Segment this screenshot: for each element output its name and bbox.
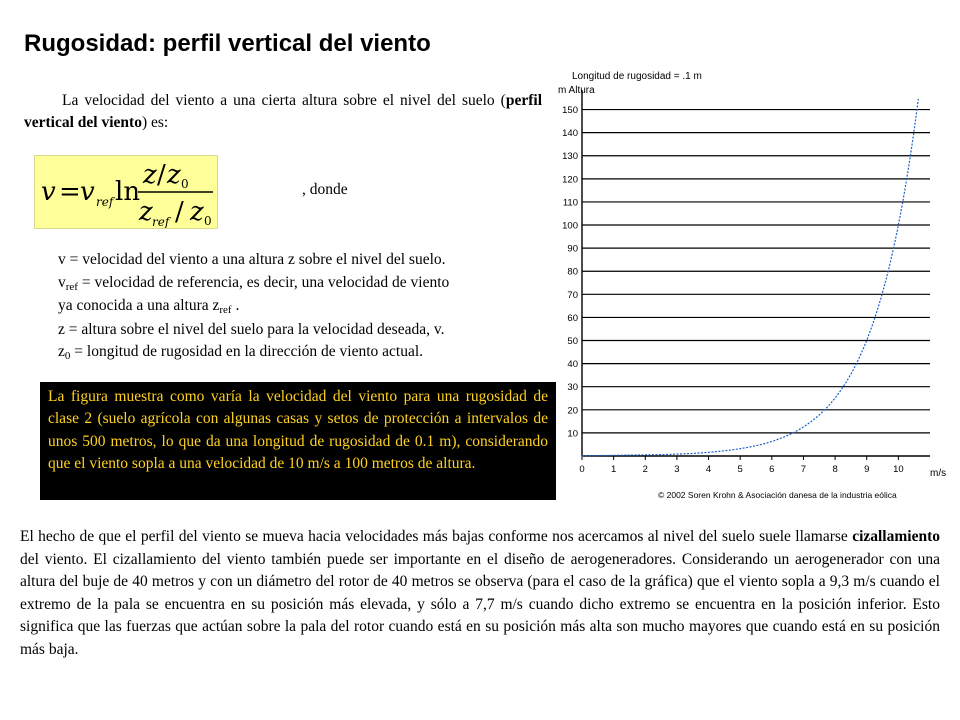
y-tick-label: 130 bbox=[562, 151, 578, 163]
def-z0 bbox=[58, 341, 538, 365]
formula-vref: v bbox=[80, 177, 95, 207]
def-v: v = velocidad del viento a una altura z sobre el nivel del suelo. bbox=[58, 251, 446, 268]
x-tick-label: 7 bbox=[800, 464, 807, 475]
def-vref-text: = velocidad de referencia, es decir, una velocidad de viento bbox=[77, 273, 450, 291]
x-tick-label: 1 bbox=[610, 464, 617, 475]
chart-grid bbox=[582, 110, 930, 433]
wind-profile-chart bbox=[552, 64, 950, 508]
def-z0-sub: 0 bbox=[64, 350, 71, 362]
intro-paragraph bbox=[24, 90, 542, 134]
y-tick-label: 20 bbox=[567, 405, 578, 417]
intro-text: La velocidad del viento a una cierta altura sobre el nivel del suelo ( bbox=[62, 92, 506, 109]
x-tick-label: 0 bbox=[579, 464, 585, 475]
formula-den-ref: ref bbox=[152, 215, 170, 228]
y-tick-label: 90 bbox=[567, 243, 578, 255]
callout-text: La figura muestra como varía la velocidad del viento para una rugosidad de clase 2 (suelo agrícola con algunas casas y setos de protección a intervalos de unos 500 metros, lo que da una longitud de rugosidad de 0.1 m), considerando que el viento sopla a una velocidad de 10 m/s a 100 metros de altura. bbox=[48, 388, 548, 473]
def-z0-sym: z bbox=[58, 343, 65, 360]
y-tick-label: 150 bbox=[562, 105, 578, 117]
y-tick-label: 40 bbox=[567, 359, 578, 371]
x-tick-label: 6 bbox=[769, 464, 775, 475]
formula-den-slash: / bbox=[175, 197, 184, 227]
def-vref-cont-end: . bbox=[231, 297, 240, 314]
formula bbox=[35, 156, 217, 228]
callout-box bbox=[40, 382, 556, 500]
chart-credit: © 2002 Soren Krohn & Asociación danesa de la industria eólica bbox=[658, 490, 897, 500]
formula-den-zero: 0 bbox=[204, 214, 212, 228]
x-tick-label: 10 bbox=[893, 464, 904, 475]
wind-profile-line bbox=[582, 99, 918, 456]
y-tick-label: 110 bbox=[562, 197, 578, 209]
def-vref-sub: ref bbox=[65, 280, 78, 293]
y-tick-label: 50 bbox=[567, 336, 578, 348]
x-tick-label: 3 bbox=[674, 464, 680, 475]
bottom-bold: cizallamiento bbox=[852, 528, 940, 545]
x-tick-label: 2 bbox=[642, 464, 648, 475]
page-title: Rugosidad: perfil vertical del viento bbox=[24, 30, 431, 57]
formula-num-z0: z bbox=[167, 160, 181, 190]
def-z: z = altura sobre el nivel del suelo para la velocidad deseada, v. bbox=[58, 320, 445, 338]
intro-bold: perfil vertical del viento bbox=[24, 92, 542, 131]
formula-vref-sub: ref bbox=[96, 195, 114, 209]
def-vref-cont bbox=[58, 295, 538, 319]
def-vref-sym: v bbox=[58, 273, 66, 291]
formula-den-z: z bbox=[139, 197, 153, 227]
y-tick-label: 30 bbox=[567, 382, 578, 394]
chart-axes bbox=[562, 90, 930, 475]
y-tick-label: 10 bbox=[567, 428, 578, 440]
def-z0-text: = longitud de rugosidad en la dirección de viento actual. bbox=[70, 343, 424, 360]
chart-title: Longitud de rugosidad = .1 m bbox=[572, 71, 702, 82]
y-tick-label: 70 bbox=[567, 289, 578, 301]
formula-num-z: z bbox=[143, 160, 157, 190]
chart-ylabel: m Altura bbox=[558, 85, 595, 96]
def-vref-cont-text: ya conocida a una altura z bbox=[58, 297, 220, 314]
x-tick-label: 8 bbox=[832, 464, 838, 475]
chart-xlabel: m/s bbox=[930, 468, 947, 479]
formula-v: v bbox=[41, 177, 56, 207]
formula-den-z0: z bbox=[190, 197, 204, 227]
y-tick-label: 80 bbox=[567, 266, 578, 278]
y-tick-label: 60 bbox=[567, 312, 578, 324]
y-tick-label: 120 bbox=[562, 174, 578, 186]
bottom-paragraph bbox=[20, 526, 940, 661]
bottom-text: El hecho de que el perfil del viento se mueva hacia velocidades más bajas conforme nos acercamos al nivel del suelo suele llamarse bbox=[20, 528, 853, 545]
formula-ln: ln bbox=[115, 177, 141, 207]
def-vref bbox=[58, 272, 538, 296]
definitions bbox=[58, 249, 538, 365]
def-vref-cont-sub: ref bbox=[219, 304, 232, 316]
y-tick-label: 140 bbox=[562, 128, 578, 140]
formula-num-slash: / bbox=[157, 160, 166, 190]
intro-text-end: ) es: bbox=[141, 114, 169, 131]
formula-equals: = bbox=[59, 177, 81, 207]
x-tick-label: 5 bbox=[737, 464, 743, 475]
bottom-text-end: del viento. El cizallamiento del viento también puede ser importante en el diseño de aerogeneradores. Considerando un aerogenerador con una altura del buje de 40 metros y con un diámetro del rotor de 40 metros se observa (para el caso de la gráfica) que el viento sopla a 9,3 m/s cuando el extremo de la pala se encuentra en su posición más elevada, y sólo a 7,7 m/s cuando dicho extremo se encuentra en la posición inferior. Esto significa que las fuerzas que actúan sobre la pala del rotor cuando está en su posición más alta son mucho mayores que cuando está en su posición más baja. bbox=[20, 550, 940, 658]
y-tick-label: 100 bbox=[562, 220, 578, 232]
donde-text: , donde bbox=[302, 181, 348, 198]
formula-box bbox=[34, 155, 218, 229]
formula-num-zero: 0 bbox=[181, 177, 189, 191]
x-tick-label: 4 bbox=[705, 464, 712, 475]
chart-series bbox=[582, 99, 918, 456]
x-tick-label: 9 bbox=[864, 464, 870, 475]
